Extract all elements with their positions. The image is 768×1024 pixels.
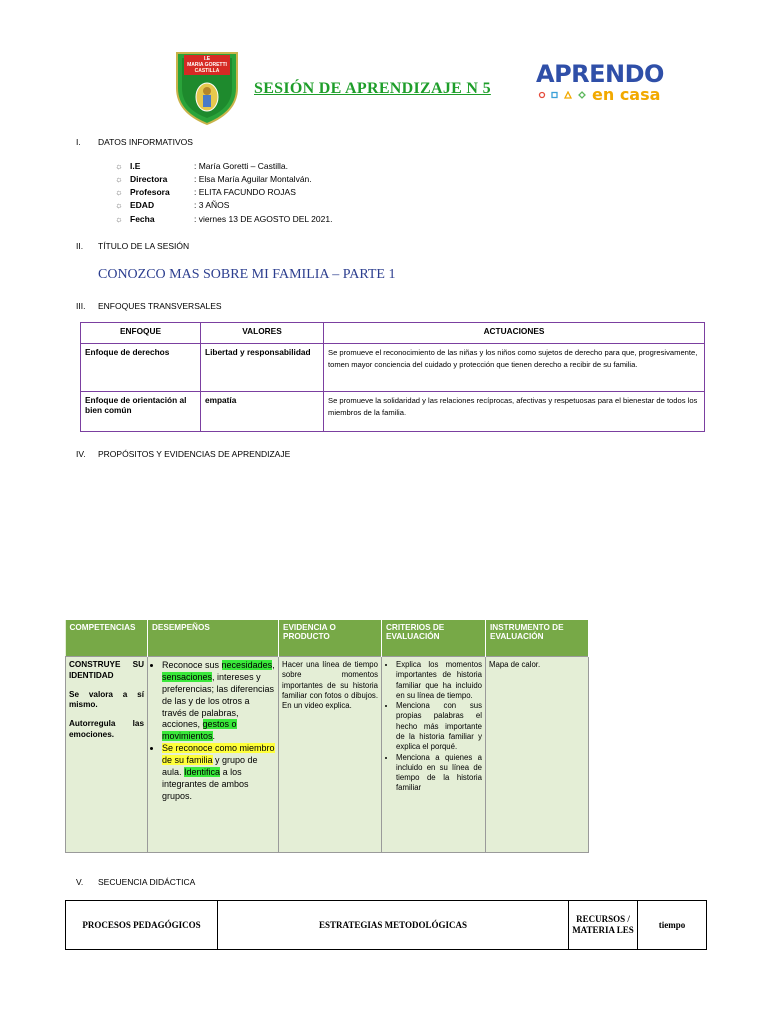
table-row (81, 344, 705, 392)
section-number: I. (76, 137, 81, 147)
text-run: . (212, 731, 216, 742)
enfoque-cell: Enfoque de derechos (81, 344, 201, 392)
info-label: I.E (130, 161, 141, 171)
table-row (66, 657, 589, 853)
session-title: CONOZCO MAS SOBRE MI FAMILIA – PARTE 1 (98, 267, 396, 282)
header-evidencia: EVIDENCIA O PRODUCTO (279, 620, 382, 657)
secuencia-table (65, 900, 707, 950)
crest-text-name: MARIA GORETTI (187, 62, 227, 68)
section-1-heading (76, 137, 376, 149)
section-label: DATOS INFORMATIVOS (98, 137, 193, 147)
school-crest-logo (174, 50, 240, 126)
logo-main-text: APRENDO (536, 60, 664, 88)
table-header-row (66, 620, 589, 657)
info-label: EDAD (130, 200, 155, 210)
criterios-list (385, 660, 482, 794)
competencia-cell (66, 657, 148, 853)
crest-text-city: CASTILLA (194, 68, 220, 74)
crest-text-ie: I.E (203, 56, 211, 62)
text-run: , intereses y preferencias; las diferencias de las y de los otros a través de palabras, acciones, (162, 671, 275, 730)
text-run: y grupo de aula. (162, 755, 258, 777)
section-label: ENFOQUES TRANSVERSALES (98, 301, 222, 311)
list-item: • Explica los momentos importantes de historia familiar que ha incluido en su línea de tiempo. (396, 660, 482, 701)
valor-cell: empatía (201, 392, 324, 432)
info-value: : viernes 13 DE AGOSTO DEL 2021. (194, 214, 333, 224)
table-header-row (66, 901, 707, 950)
info-row-profesora (115, 187, 296, 197)
info-label: Directora (130, 174, 168, 184)
header-estrategias: ESTRATEGIAS METODOLÓGICAS (218, 901, 569, 950)
section-number: II. (76, 241, 84, 251)
section-label: TÍTULO DE LA SESIÓN (98, 241, 190, 251)
section-number: IV. (76, 449, 86, 459)
sun-bullet-icon: ☼ (115, 161, 123, 171)
sun-bullet-icon: ☼ (115, 174, 123, 184)
section-2-heading (76, 241, 376, 253)
info-row-directora (115, 174, 312, 184)
text-run: , (272, 660, 275, 670)
header-competencias: COMPETENCIAS (66, 620, 148, 657)
header-enfoque: ENFOQUE (81, 323, 201, 344)
info-value: : ELITA FACUNDO ROJAS (194, 187, 296, 197)
header-criterios: CRITERIOS DE EVALUACIÓN (382, 620, 486, 657)
table-header-row (81, 323, 705, 344)
competencia-sub-1: Se valora a sí mismo. (69, 689, 144, 710)
highlight-yellow: Se reconoce como miembro de su familia (162, 743, 275, 765)
section-5-heading (76, 877, 376, 889)
competencias-table (65, 620, 589, 853)
header-procesos: PROCESOS PEDAGÓGICOS (66, 901, 218, 950)
instrumento-cell: Mapa de calor. (486, 657, 589, 853)
competencia-sub-2: Autorregula las emociones. (69, 719, 144, 740)
highlight-green: Identifica (184, 766, 221, 777)
actuacion-cell: Se promueve el reconocimiento de las niñas y los niños como sujetos de derecho para que, progresivamente, tomen mayor conciencia del cuidado y protección que tienen derecho a recibir de su familia. (324, 344, 705, 392)
logo-sub-text: en casa (592, 85, 661, 104)
logo-dots-icon (538, 91, 592, 99)
highlight-green: gestos o movimientos (162, 719, 237, 742)
sun-bullet-icon: ☼ (115, 187, 123, 197)
highlight-green: necesidades (221, 660, 273, 670)
info-row-fecha (115, 214, 332, 224)
header-instrumento: INSTRUMENTO DE EVALUACIÓN (486, 620, 589, 657)
desempenos-cell (148, 657, 279, 853)
aprendo-en-casa-logo (536, 62, 676, 108)
list-item: • Menciona a quienes a incluido en su línea de tiempo de la historia familiar (396, 753, 482, 794)
evidencia-cell: Hacer una línea de tiempo sobre momentos importantes de su historia familiar con fotos o dibujos. En un video explica. (279, 657, 382, 853)
header-desempenos: DESEMPEÑOS (148, 620, 279, 657)
sun-bullet-icon: ☼ (115, 200, 123, 210)
list-item (162, 660, 275, 743)
highlight-green: sensaciones (162, 671, 213, 682)
sun-bullet-icon: ☼ (115, 214, 123, 224)
page-title: SESIÓN DE APRENDIZAJE N 5 (254, 80, 491, 97)
section-3-heading (76, 301, 376, 313)
criterios-cell (382, 657, 486, 853)
header-tiempo: tiempo (638, 901, 707, 950)
text-run: a los integrantes de ambos grupos. (162, 766, 249, 801)
info-label: Fecha (130, 214, 155, 224)
actuacion-cell: Se promueve la solidaridad y las relaciones recíprocas, afectivas y respetuosas para el bienestar de todos los miembros de la familia. (324, 392, 705, 432)
header-recursos: RECURSOS / MATERIA LES (569, 901, 638, 950)
section-4-heading (76, 449, 476, 461)
section-number: III. (76, 301, 86, 311)
info-row-edad (115, 200, 229, 210)
table-row (81, 392, 705, 432)
valor-cell: Libertad y responsabilidad (201, 344, 324, 392)
info-label: Profesora (130, 187, 170, 197)
list-item (162, 743, 275, 802)
header-valores: VALORES (201, 323, 324, 344)
text-run: Reconoce sus (162, 660, 222, 670)
header-actuaciones: ACTUACIONES (324, 323, 705, 344)
section-label: SECUENCIA DIDÁCTICA (98, 877, 196, 887)
info-value: : María Goretti – Castilla. (194, 161, 289, 171)
info-value: : 3 AÑOS (194, 200, 230, 210)
info-row-ie (115, 161, 288, 171)
info-value: : Elsa María Aguilar Montalván. (194, 174, 312, 184)
competencia-main: CONSTRUYE SU IDENTIDAD (69, 660, 144, 680)
desempenos-list (151, 660, 275, 803)
enfoque-cell: Enfoque de orientación al bien común (81, 392, 201, 432)
section-number: V. (76, 877, 84, 887)
enfoques-table (80, 322, 705, 432)
section-label: PROPÓSITOS Y EVIDENCIAS DE APRENDIZAJE (98, 449, 291, 459)
list-item: • Menciona con sus propias palabras el hecho más importante de la historia familiar y explica el porqué. (396, 701, 482, 752)
